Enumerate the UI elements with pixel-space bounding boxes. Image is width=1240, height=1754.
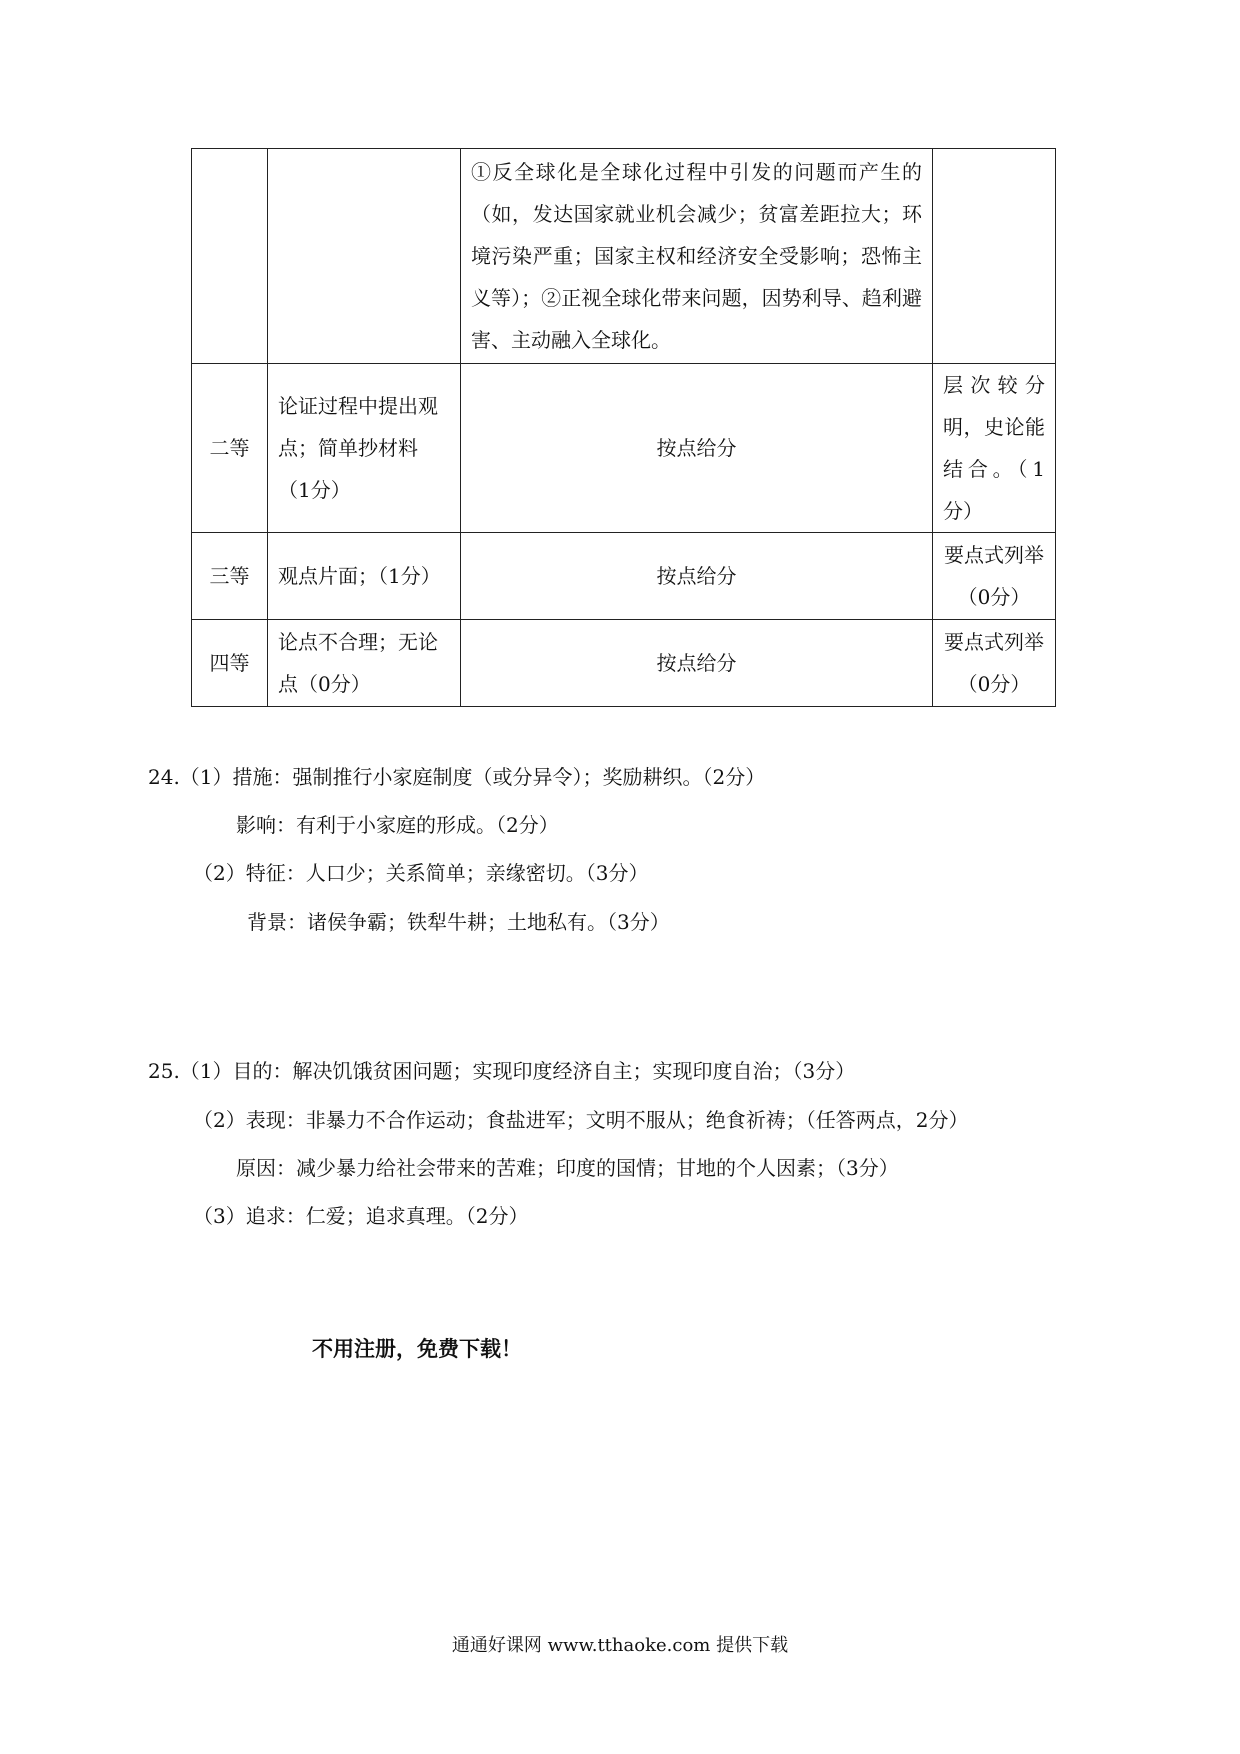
grade-cell: 三等 xyxy=(192,533,268,620)
content-cell: 按点给分 xyxy=(461,533,933,620)
grade-cell: 四等 xyxy=(192,620,268,707)
q24-line-3: （2）特征：人口少；关系简单；亲缘密切。（3分） xyxy=(193,861,649,885)
q25-line-2: （2）表现：非暴力不合作运动；食盐进军；文明不服从；绝食祈祷；（任答两点，2分） xyxy=(193,1108,969,1132)
criteria-cell: 观点片面；（1分） xyxy=(268,533,461,620)
table-row xyxy=(192,149,1056,364)
table-row xyxy=(192,533,1056,620)
content-cell: ①反全球化是全球化过程中引发的问题而产生的（如，发达国家就业机会减少；贫富差距拉大；环境污染严重；国家主权和经济安全受影响；恐怖主义等）；②正视全球化带来问题，因势利导、趋利避害、主动融入全球化。 xyxy=(461,149,933,364)
q25-line-1: 25.（1）目的：解决饥饿贫困问题；实现印度经济自主；实现印度自治；（3分） xyxy=(148,1059,856,1083)
criteria-cell: 论点不合理；无论点（0分） xyxy=(268,620,461,707)
page-footer: 通通好课网 www.tthaoke.com 提供下载 xyxy=(451,1635,789,1656)
grade-cell: 二等 xyxy=(192,364,268,533)
q25-line-3: 原因：减少暴力给社会带来的苦难；印度的国情；甘地的个人因素；（3分） xyxy=(236,1156,899,1180)
criteria-cell: 论证过程中提出观点；简单抄材料（1分） xyxy=(268,364,461,533)
q24-line-2: 影响：有利于小家庭的形成。（2分） xyxy=(236,813,559,837)
table-row xyxy=(192,364,1056,533)
score-cell: 层次较分明，史论能结合。（1分） xyxy=(933,364,1056,533)
q24-line-4: 背景：诸侯争霸；铁犁牛耕；土地私有。（3分） xyxy=(247,910,670,934)
promo-text: 不用注册，免费下载！ xyxy=(312,1337,522,1361)
score-cell: 要点式列举（0分） xyxy=(933,620,1056,707)
criteria-cell xyxy=(268,149,461,364)
q24-line-1: 24.（1）措施：强制推行小家庭制度（或分异令）；奖励耕织。（2分） xyxy=(148,765,766,789)
grading-table xyxy=(191,148,1056,707)
content-cell: 按点给分 xyxy=(461,364,933,533)
q25-line-4: （3）追求：仁爱；追求真理。（2分） xyxy=(193,1204,529,1228)
score-cell xyxy=(933,149,1056,364)
content-cell: 按点给分 xyxy=(461,620,933,707)
score-cell: 要点式列举（0分） xyxy=(933,533,1056,620)
table-row xyxy=(192,620,1056,707)
grade-cell xyxy=(192,149,268,364)
